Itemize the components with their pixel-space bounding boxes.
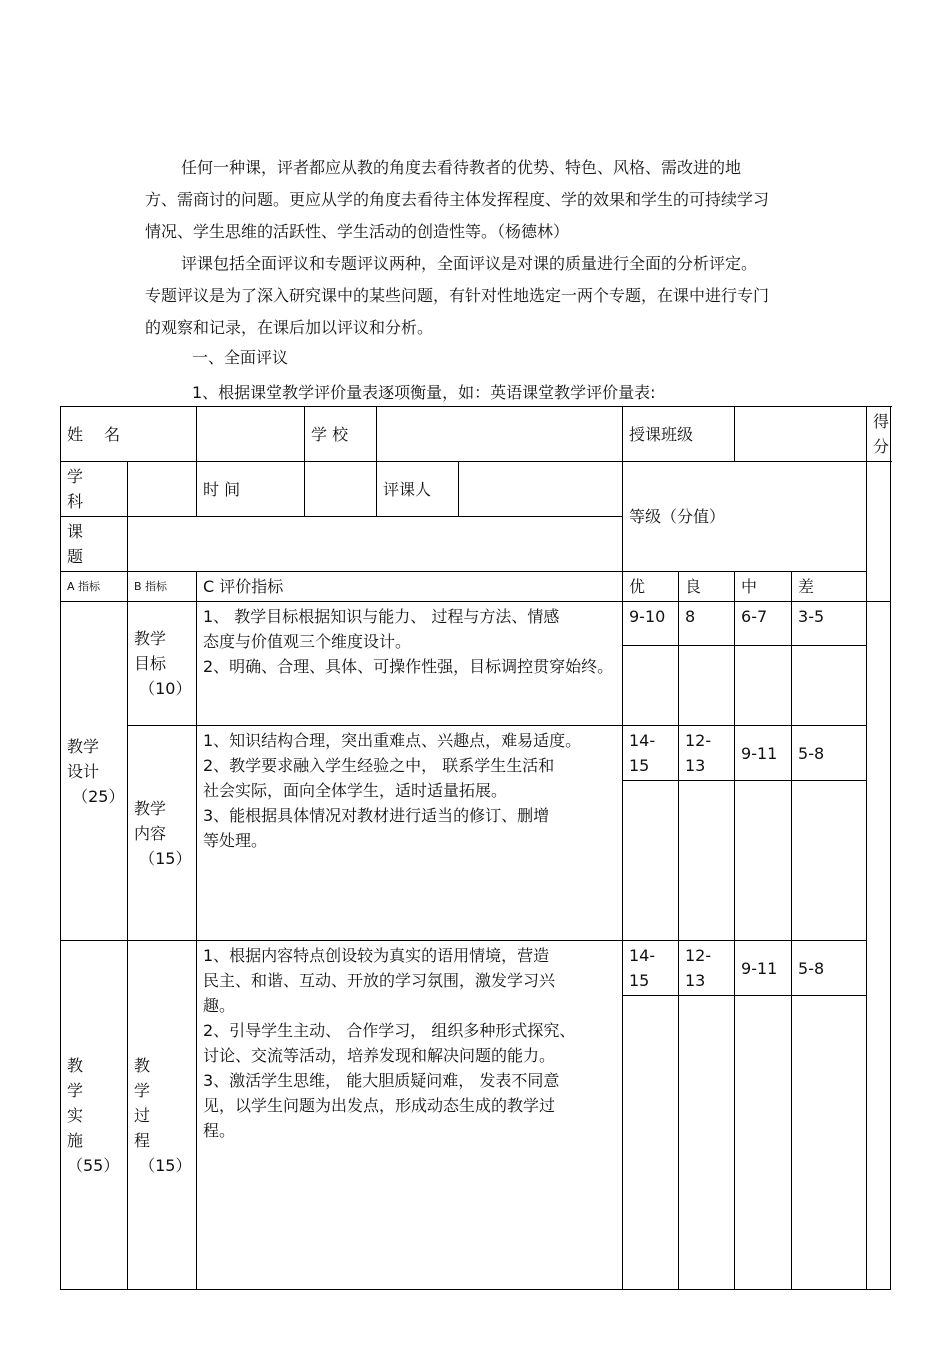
score-content-poor: 5-8	[792, 726, 867, 781]
criteria-process: 1、根据内容特点创设较为真实的语用情境，营造 民主、和谐、互动、开放的学习氛围，激发学习兴 趣。 2、引导学生主动、 合作学习， 组织多种形式探究、 讨论、交流等活动，培养发现和解决问题的能力。 3、激活学生思维， 能大胆质疑问难， 发表不同意 见，以学生问题为出发点，形成动态生成的教学过 程。	[197, 941, 623, 1290]
score-process-fair: 9-11	[735, 941, 792, 996]
c-indicator-header: C 评价指标	[197, 572, 623, 602]
class-field[interactable]	[735, 407, 867, 462]
evaluation-table	[60, 406, 891, 1290]
score-goals-poor: 3-5	[792, 602, 867, 646]
table-caption: 1、根据课堂教学评价量表逐项衡量，如：英语课堂教学评价量表:	[192, 383, 656, 402]
score-goals-fair: 6-7	[735, 602, 792, 646]
process-mark-poor[interactable]	[792, 996, 867, 1290]
score-content-good: 12-13	[679, 726, 735, 781]
score-column-filler[interactable]	[867, 602, 891, 1290]
a-indicator-header: A 指标	[61, 572, 128, 602]
grade-good-header: 良	[679, 572, 735, 602]
b-indicator-content: 教学 内容 （15）	[128, 726, 197, 941]
score-field[interactable]	[867, 462, 891, 602]
reviewer-field[interactable]	[459, 462, 623, 517]
score-label: 得分	[867, 407, 891, 462]
score-goals-good: 8	[679, 602, 735, 646]
goals-mark-fair[interactable]	[735, 646, 792, 726]
topic-label: 课 题	[61, 517, 128, 572]
school-field[interactable]	[377, 407, 623, 462]
grade-excellent-header: 优	[623, 572, 679, 602]
score-process-good: 12-13	[679, 941, 735, 996]
process-mark-fair[interactable]	[735, 996, 792, 1290]
topic-field[interactable]	[128, 517, 623, 572]
a-indicator-implementation: 教 学 实 施 （55）	[61, 941, 128, 1290]
name-label: 姓 名	[61, 407, 197, 462]
goals-mark-good[interactable]	[679, 646, 735, 726]
grade-label: 等级（分值）	[623, 462, 867, 572]
goals-mark-poor[interactable]	[792, 646, 867, 726]
content-mark-poor[interactable]	[792, 781, 867, 941]
grade-fair-header: 中	[735, 572, 792, 602]
reviewer-label: 评课人	[377, 462, 459, 517]
time-field[interactable]	[305, 462, 377, 517]
score-content-fair: 9-11	[735, 726, 792, 781]
time-label: 时 间	[197, 462, 305, 517]
process-mark-good[interactable]	[679, 996, 735, 1290]
name-field[interactable]	[197, 407, 305, 462]
content-mark-excellent[interactable]	[623, 781, 679, 941]
intro-paragraph-2: 评课包括全面评议和专题评议两种，全面评议是对课的质量进行全面的分析评定。专题评议是为了深入研究课中的某些问题，有针对性地选定一两个专题，在课中进行专门的观察和记录，在课后加以评议和分析。	[145, 254, 770, 337]
process-mark-excellent[interactable]	[623, 996, 679, 1290]
b-indicator-process: 教 学 过 程 （15）	[128, 941, 197, 1290]
score-process-poor: 5-8	[792, 941, 867, 996]
school-label: 学 校	[305, 407, 377, 462]
score-goals-excellent: 9-10	[623, 602, 679, 646]
intro-paragraph-1: 任何一种课，评者都应从教的角度去看待教者的优势、特色、风格、需改进的地方、需商讨的问题。更应从学的角度去看待主体发挥程度、学的效果和学生的可持续学习情况、学生思维的活跃性、学生活动的创造性等。（杨德林）	[145, 158, 770, 241]
criteria-content: 1、知识结构合理，突出重难点、兴趣点，难易适度。 2、教学要求融入学生经验之中， 联系学生生活和 社会实际，面向全体学生，适时适量拓展。 3、能根据具体情况对教材进行适当的修订、删增 等处理。	[197, 726, 623, 941]
content-mark-fair[interactable]	[735, 781, 792, 941]
grade-poor-header: 差	[792, 572, 867, 602]
goals-mark-excellent[interactable]	[623, 646, 679, 726]
a-indicator-design: 教学 设计 （25）	[61, 602, 128, 941]
score-process-excellent: 14-15	[623, 941, 679, 996]
criteria-goals: 1、 教学目标根据知识与能力、 过程与方法、情感 态度与价值观三个维度设计。 2、明确、合理、具体、可操作性强，目标调控贯穿始终。	[197, 602, 623, 726]
b-indicator-header: B 指标	[128, 572, 197, 602]
b-indicator-goals: 教学 目标 （10）	[128, 602, 197, 726]
score-content-excellent: 14-15	[623, 726, 679, 781]
section-heading: 一、全面评议	[192, 348, 289, 367]
content-mark-good[interactable]	[679, 781, 735, 941]
subject-label: 学 科	[61, 462, 128, 517]
class-label: 授课班级	[623, 407, 735, 462]
subject-field[interactable]	[128, 462, 197, 517]
